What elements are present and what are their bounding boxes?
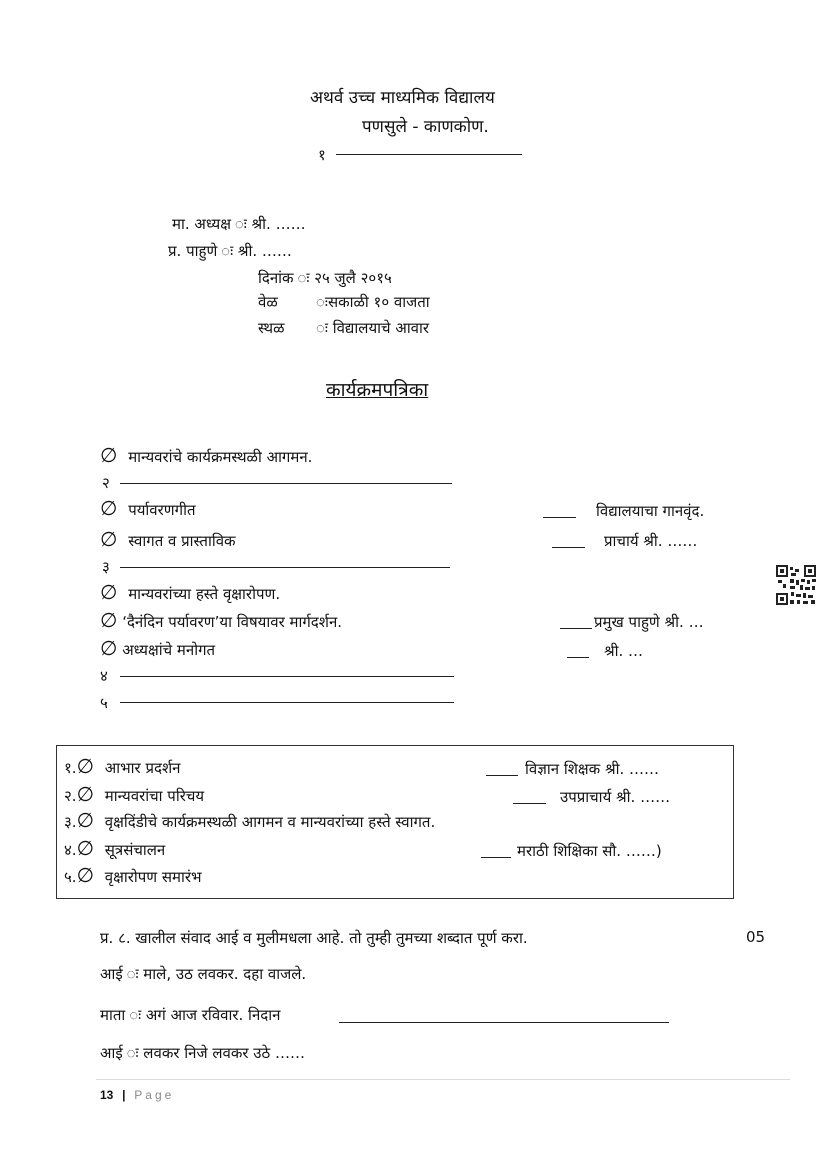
empty-set-icon: ∅ [76,782,94,806]
empty-set-icon: ∅ [76,836,94,860]
item-text: वृक्षदिंडीचे कार्यक्रमस्थळी आगमन व मान्यवरांच्या हस्ते स्वागत. [104,813,436,831]
fill-blank-line [567,657,589,658]
fill-blank-line [560,628,592,629]
program-title: कार्यक्रमपत्रिका [326,379,429,401]
box-item-1 [64,754,180,778]
item-number: ३. [64,813,77,831]
answer-blank-line [339,1022,669,1023]
fill-blank-line [552,547,585,548]
program-item-welcome [100,527,236,551]
empty-set-icon: ∅ [100,608,118,632]
item-text: ‘दैनंदिन पर्यावरण’या विषयावर मार्गदर्शन. [122,613,343,631]
school-location: पणसुले - काणकोण. [362,117,489,137]
item-number: २. [64,787,77,805]
program-item-guidance [100,608,342,632]
box-item-3 [64,808,435,832]
blank-number: १ [318,146,326,164]
footer-divider [96,1079,790,1080]
program-item-by: विद्यालयाचा गानवृंद. [596,502,705,520]
empty-set-icon: ∅ [100,636,118,660]
school-name: अथर्व उच्च माध्यमिक विद्यालय [310,88,495,108]
item-text: आभार प्रदर्शन [104,759,181,777]
empty-set-icon: ∅ [100,443,118,467]
time-value: ःसकाळी १० वाजता [316,293,430,311]
president-line: मा. अध्यक्ष ः श्री. …… [172,215,306,233]
empty-set-icon: ∅ [76,754,94,778]
program-item-president-speech [100,636,215,660]
fill-blank-line [543,517,576,518]
box-item-5 [64,863,202,887]
box-item-2 [64,782,204,806]
item-text: मान्यवरांचे कार्यक्रमस्थळी आगमन. [128,448,313,466]
fill-blank-line [486,775,518,776]
page-number: 13 [100,1088,114,1102]
item-text: सूत्रसंचालन [104,841,166,859]
program-item-by: प्राचार्य श्री. …… [604,532,698,550]
fill-blank-line [513,803,546,804]
dialogue-line-1: आई ः माले, उठ लवकर. दहा वाजले. [100,965,307,983]
guest-line: प्र. पाहुणे ः श्री. …… [168,242,292,260]
item-text: पर्यावरणगीत [128,501,196,519]
item-number: ४. [64,841,77,859]
dialogue-line-2: माता ः अगं आज रविवार. निदान [100,1006,281,1024]
footer-separator: | [122,1088,126,1102]
program-item-plantation [100,580,280,604]
empty-set-icon: ∅ [100,527,118,551]
time-label: वेळ [258,293,278,311]
item-text: मान्यवरांच्या हस्ते वृक्षारोपण. [128,585,281,603]
empty-set-icon: ∅ [76,808,94,832]
blank-number: ५ [100,694,108,712]
fill-blank-line [120,702,454,703]
fill-blank-line [336,154,522,155]
place-label: स्थळ [258,319,285,337]
program-item-arrival [100,443,312,467]
box-item-by: उपप्राचार्य श्री. …… [560,788,671,806]
program-item-by: प्रमुख पाहुणे श्री. … [594,613,704,631]
box-item-by: विज्ञान शिक्षक श्री. …… [525,760,659,778]
question-marks: 05 [746,928,766,946]
page-footer [100,1085,174,1103]
question-text: प्र. ८. खालील संवाद आई व मुलीमधला आहे. तो तुम्ही तुमच्या शब्दात पूर्ण करा. [100,929,528,947]
dialogue-line-3: आई ः लवकर निजे लवकर उठे …… [100,1044,305,1062]
page-word: Page [134,1088,175,1102]
item-text: अध्यक्षांचे मनोगत [122,641,216,659]
fill-blank-line [481,857,511,858]
item-text: मान्यवरांचा परिचय [104,787,205,805]
program-item-env-song [100,496,196,520]
item-number: १. [64,759,77,777]
empty-set-icon: ∅ [100,496,118,520]
qr-code-icon [776,565,816,605]
empty-set-icon: ∅ [100,580,118,604]
blank-number: २ [102,474,110,492]
fill-blank-line [120,567,450,568]
item-text: वृक्षारोपण समारंभ [104,868,202,886]
item-number: ५. [64,868,77,886]
date-line: दिनांक ः २५ जुलै २०१५ [258,269,392,287]
box-item-4 [64,836,165,860]
empty-set-icon: ∅ [76,863,94,887]
item-text: स्वागत व प्रास्ताविक [128,532,236,550]
fill-blank-line [120,483,452,484]
blank-number: ४ [100,667,108,685]
fill-blank-line [120,676,454,677]
blank-number: ३ [102,558,110,576]
place-value: ः विद्यालयाचे आवार [316,319,430,337]
box-item-by: मराठी शिक्षिका सौ. ……) [517,842,662,860]
program-item-by: श्री. … [604,642,644,660]
